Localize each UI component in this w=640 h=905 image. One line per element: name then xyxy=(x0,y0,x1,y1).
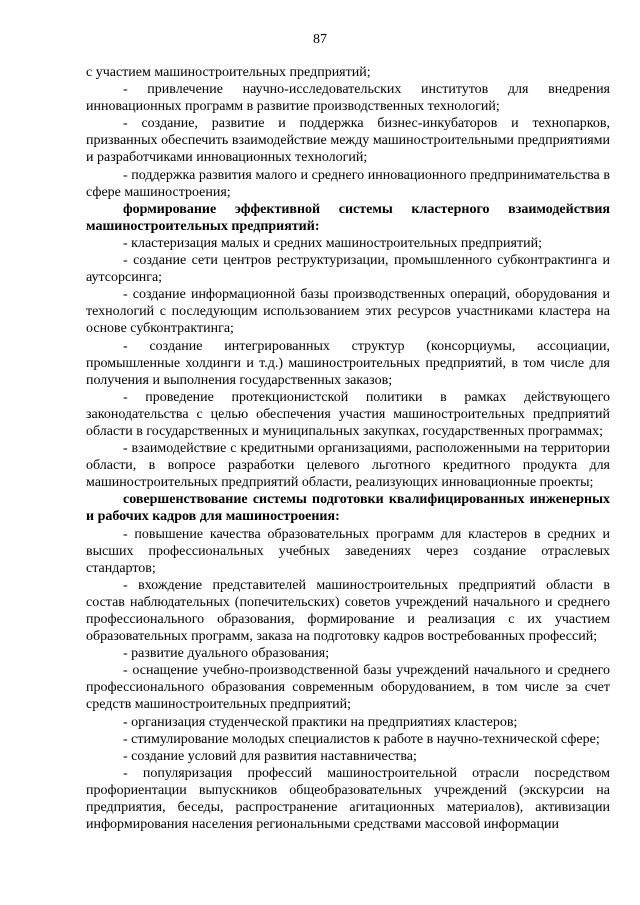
list-item: - развитие дуального образования; xyxy=(123,646,330,662)
list-item: - создание условий для развития наставничества; xyxy=(123,748,417,764)
list-item: - вхождение представителей машиностроительных предприятий области в состав наблюдательных (попечительских) советов учреждений начального и среднего профессионального образования, формирование и реализация с их участием образовательных программ, заказа на подготовку кадров востребованных профессий; xyxy=(86,577,610,645)
list-item: - создание сети центров реструктуризации, промышленного субконтрактинга и аутсорсинга; xyxy=(86,253,610,286)
page-number: 87 xyxy=(313,32,327,47)
section-heading: совершенствование системы подготовки квалифицированных инженерных и рабочих кадров для машиностроения: xyxy=(86,492,610,525)
list-item: - привлечение научно-исследовательских институтов для внедрения инновационных программ в развитие производственных технологий; xyxy=(86,82,610,115)
list-item: - стимулирование молодых специалистов к работе в научно-технической сфере; xyxy=(123,731,600,747)
section-heading: формирование эффективной системы кластерного взаимодействия машиностроительных предприятий: xyxy=(86,201,610,234)
list-item: - оснащение учебно-производственной базы учреждений начального и среднего профессионального образования современным оборудованием, в том числе за счет средств машиностроительных предприятий; xyxy=(86,663,610,713)
list-item: - создание, развитие и поддержка бизнес-инкубаторов и технопарков, призванных обеспечить взаимодействие между машиностроительными предприятиями и разработчиками инновационных технологий; xyxy=(86,116,610,166)
list-item: - кластеризация малых и средних машиностроительных предприятий; xyxy=(123,235,542,251)
list-item: - создание информационной базы производственных операций, оборудования и технологий с последующим использованием этих ресурсов участниками кластера на основе субконтрактинга; xyxy=(86,287,610,337)
list-item: - организация студенческой практики на предприятиях кластеров; xyxy=(123,714,518,730)
list-item: - поддержка развития малого и среднего инновационного предпринимательства в сфере машиностроения; xyxy=(86,167,610,200)
list-item: - популяризация профессий машиностроительной отрасли посредством профориентации выпускников общеобразовательных учреждений (экскурсии на предприятия, беседы, распространение агитационных материалов), активизации информирования населения региональными средствами массовой информации xyxy=(86,765,610,833)
list-item: - повышение качества образовательных программ для кластеров в средних и высших профессиональных учебных заведениях через создание отраслевых стандартов; xyxy=(86,526,610,576)
list-item: - взаимодействие с кредитными организациями, расположенными на территории области, в вопросе разработки целевого льготного кредитного продукта для машиностроительных предприятий области, реализующих инновационные проекты; xyxy=(86,441,610,491)
list-item: - создание интегрированных структур (консорциумы, ассоциации, промышленные холдинги и т.д.) машиностроительных предприятий, в том числе для получения и выполнения государственных заказов; xyxy=(86,338,610,388)
list-item: - проведение протекционистской политики в рамках действующего законодательства с целью обеспечения участия машиностроительных предприятий области в государственных и муниципальных закупках, государственных программах; xyxy=(86,389,610,439)
body-text xyxy=(86,64,610,833)
paragraph-continuation: с участием машиностроительных предприятий; xyxy=(86,65,371,80)
